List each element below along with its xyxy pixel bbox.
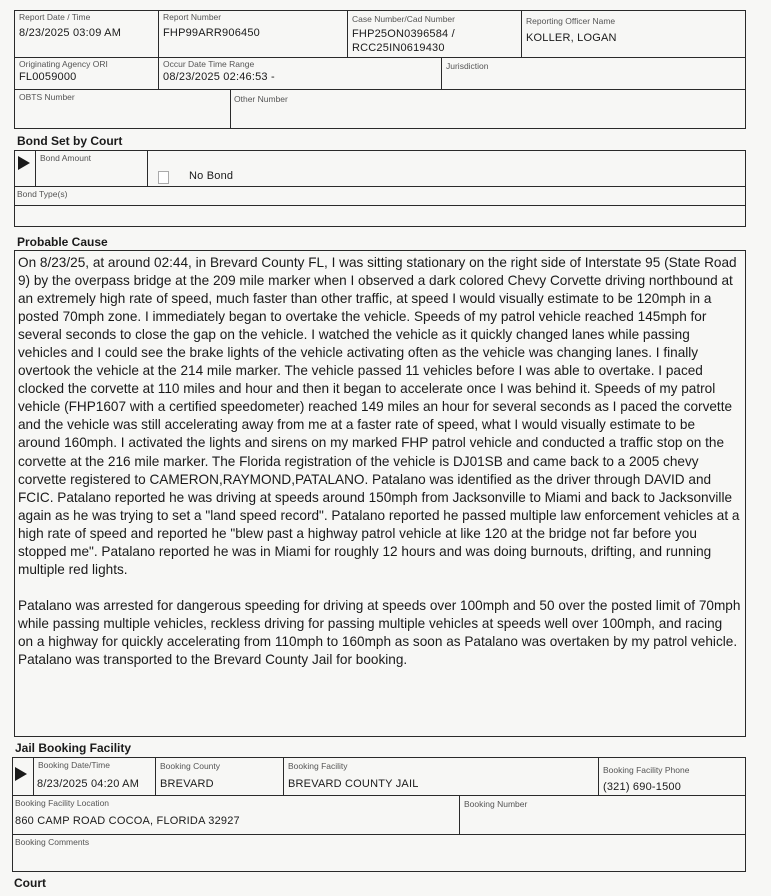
jail-row-divider-2 (12, 834, 746, 835)
bond-row-divider-2 (14, 205, 746, 206)
jail-col-divider-b (155, 757, 156, 795)
jurisdiction-label: Jurisdiction (446, 61, 489, 71)
booking-facility-label: Booking Facility (288, 761, 348, 771)
booking-facility-value: BREVARD COUNTY JAIL (288, 778, 419, 790)
probable-cause-title: Probable Cause (17, 235, 108, 249)
header-col-divider-a (158, 10, 159, 89)
bond-col-divider-a (35, 150, 36, 186)
probable-cause-paragraph-1: On 8/23/25, at around 02:44, in Brevard County FL, I was sitting stationary on the right side of Interstate 95 (State Road 9) by the overpass bridge at the 209 mile marker when I observed a dark colored Chevy Corvette driving northbound at an extremely high rate of speed, much faster than other traffic, at speed I would visually estimate to be 120mph in a posted 70mph zone. I immediately began to overtake the vehicle. Speeds of my patrol vehicle reached 145mph for several seconds to close the gap on the vehicle. I watched the vehicle as it quickly changed lanes while passing vehicles and I could see the brake lights of the vehicle activating often as the vehicle was changing lanes. I finally overtook the vehicle at the 214 mile marker. The vehicle passed 11 vehicles before I was able to overtake. I paced clocked the corvette at 110 miles and hour and then it began to accelerate once I was behind it. Speeds of my patrol vehicle (FHP1607 with a certified speedometer) reached 149 miles an hour for several seconds as I paced the corvette and the vehicle was still accelerating away from me at a faster rate of speed, what I would visually estimate to be around 160mph. I activated the lights and sirens on my marked FHP patrol vehicle and conducted a traffic stop on the corvette at the 216 mile marker. The Florida registration of the vehicle is DJ01SB and came back to a 2005 chevy corvette registered to CAMERON,RAYMOND,PATALANO. Patalano was identified as the driver through DAVID and FCIC. Patalano reported he was driving at speeds around 150mph from Jacksonville to Miami and back to Jacksonville again as he was trying to set a "land speed record". Patalano reported he passed multiple law enforcement vehicles at a high rate of speed and reported he "blew past a highway patrol vehicle at like 120 at the bridge not far before you stopped me". Patalano reported he was in Miami for roughly 12 hours and was doing burnouts, drifting, and running multiple red lights. (18, 255, 740, 577)
jail-col-divider-c (283, 757, 284, 795)
bond-grid (14, 150, 746, 227)
bond-types-label: Bond Type(s) (17, 189, 68, 199)
header-row-divider-2 (14, 89, 746, 90)
jail-col-divider-e (459, 795, 460, 834)
occur-date-value: 08/23/2025 02:46:53 - (163, 71, 275, 83)
booking-location-value: 860 CAMP ROAD COCOA, FLORIDA 32927 (15, 815, 240, 827)
probable-cause-paragraph-2: Patalano was arrested for dangerous speeding for driving at speeds over 100mph and 50 over the posted limit of 70mph while passing multiple vehicles, reckless driving for passing multiple vehicles at speeds well over 100mph, and racing on a highway for quickly accelerating from 110mph to 160mph as soon as Patalano was overtaken by my patrol vehicle. Patalano was transported to the Brevard County Jail for booking. (18, 597, 741, 667)
report-date-time-label: Report Date / Time (19, 12, 91, 22)
case-number-label: Case Number/Cad Number (352, 14, 455, 24)
booking-date-label: Booking Date/Time (38, 760, 110, 770)
booking-county-value: BREVARD (160, 778, 214, 790)
header-row-divider-1 (14, 57, 746, 58)
probable-cause-box (14, 250, 746, 737)
booking-county-label: Booking County (160, 761, 221, 771)
booking-phone-value: (321) 690-1500 (603, 781, 682, 793)
report-number-value: FHP99ARR906450 (163, 27, 260, 39)
bond-section-title: Bond Set by Court (17, 134, 123, 148)
no-bond-checkbox[interactable] (158, 171, 169, 184)
report-date-time-value: 8/23/2025 03:09 AM (19, 27, 122, 39)
booking-date-value: 8/23/2025 04:20 AM (37, 778, 140, 790)
occur-date-label: Occur Date Time Range (163, 59, 255, 69)
originating-agency-value: FL0059000 (19, 71, 77, 83)
booking-comments-label: Booking Comments (15, 837, 90, 847)
jail-row-pointer-icon (15, 767, 27, 781)
report-number-label: Report Number (163, 12, 222, 22)
jail-col-divider-a (33, 757, 34, 795)
header-col-divider-c (521, 10, 522, 57)
obts-number-label: OBTS Number (19, 92, 75, 102)
case-number-value-line2: RCC25IN0619430 (352, 42, 445, 54)
booking-location-label: Booking Facility Location (15, 798, 110, 808)
reporting-officer-value: KOLLER, LOGAN (526, 32, 617, 44)
bond-row-pointer-icon (18, 156, 30, 170)
court-section-title: Court (14, 876, 46, 890)
other-number-label: Other Number (234, 94, 288, 104)
jail-col-divider-d (598, 757, 599, 795)
jail-booking-title: Jail Booking Facility (15, 741, 132, 755)
case-number-value-line1: FHP25ON0396584 / (352, 28, 455, 40)
bond-amount-label: Bond Amount (40, 153, 92, 163)
header-col-divider-e (230, 89, 231, 129)
jail-row-divider-1 (12, 795, 746, 796)
bond-row-divider-1 (14, 186, 746, 187)
header-col-divider-d (441, 57, 442, 89)
header-col-divider-b (347, 10, 348, 57)
reporting-officer-label: Reporting Officer Name (526, 16, 616, 26)
booking-phone-label: Booking Facility Phone (603, 765, 690, 775)
bond-col-divider-b (147, 150, 148, 186)
booking-number-label: Booking Number (464, 799, 528, 809)
no-bond-label: No Bond (189, 170, 234, 182)
originating-agency-label: Originating Agency ORI (19, 59, 108, 69)
